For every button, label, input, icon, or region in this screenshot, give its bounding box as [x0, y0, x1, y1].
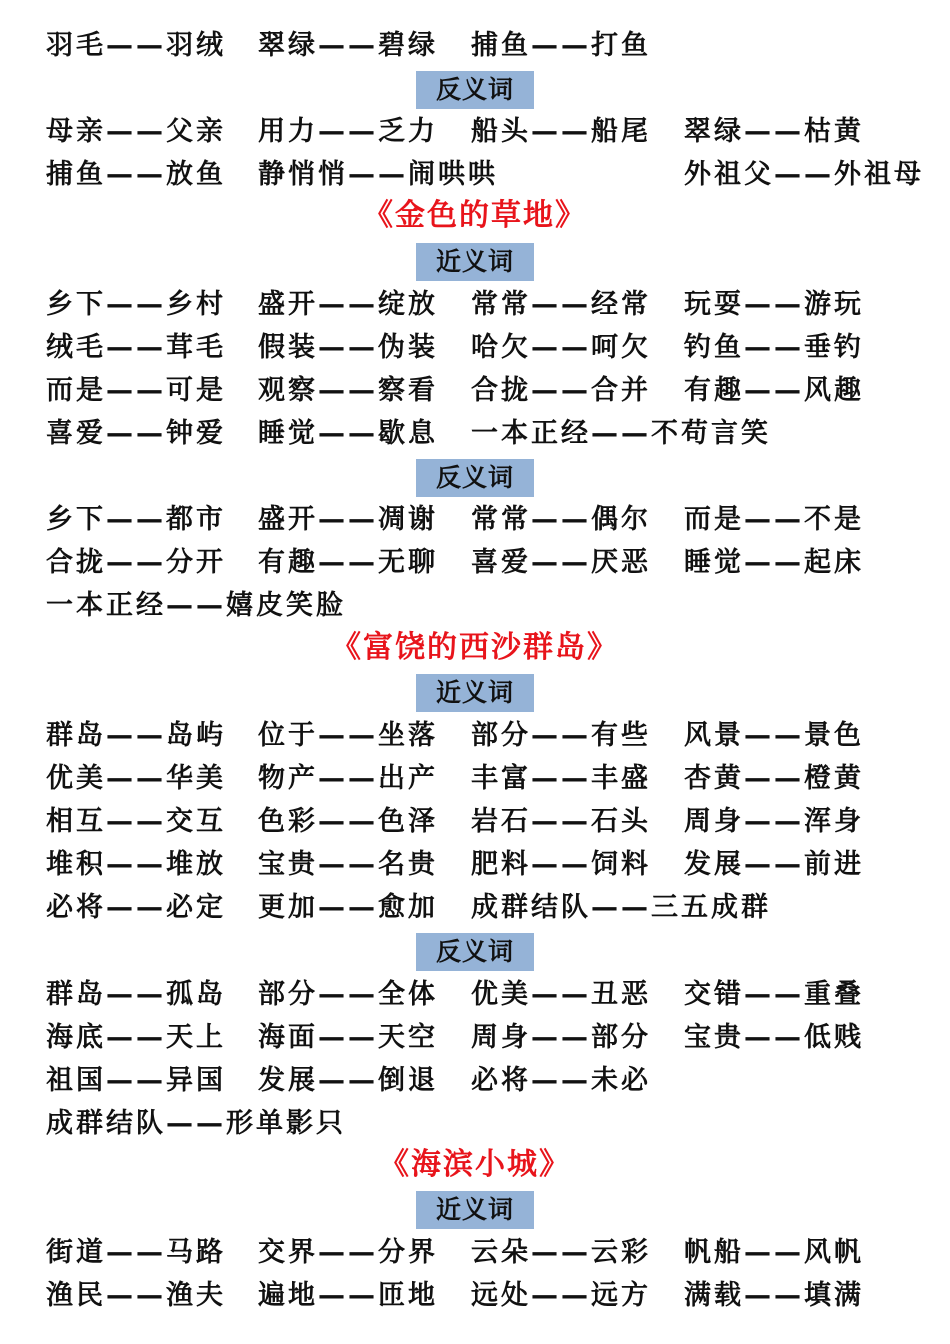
word-pair: 优美——华美 — [46, 763, 226, 794]
word-pair-row — [0, 586, 950, 626]
section-label: 近义词 — [416, 243, 534, 281]
word-pair: 一本正经——嬉皮笑脸 — [46, 590, 346, 621]
word-pair: 合拢——合并 — [471, 375, 651, 406]
word-pair: 周身——部分 — [471, 1022, 651, 1053]
word-pair: 有趣——无聊 — [258, 547, 438, 578]
word-pair: 有趣——风趣 — [684, 375, 864, 406]
word-pair: 群岛——孤岛 — [46, 979, 226, 1010]
word-pair: 玩耍——游玩 — [684, 289, 864, 320]
word-pair: 静悄悄——闹哄哄 — [258, 159, 498, 190]
word-pair: 哈欠——呵欠 — [471, 332, 651, 363]
word-pair: 必将——必定 — [46, 892, 226, 923]
word-pair: 丰富——丰盛 — [471, 763, 651, 794]
section-label: 反义词 — [416, 933, 534, 971]
word-pair: 捕鱼——打鱼 — [471, 30, 651, 61]
word-pair-row — [0, 155, 950, 195]
word-pair: 物产——出产 — [258, 763, 438, 794]
word-pair: 宝贵——名贵 — [258, 849, 438, 880]
word-pair: 渔民——渔夫 — [46, 1280, 226, 1311]
word-pair: 乡下——乡村 — [46, 289, 226, 320]
word-pair-row — [0, 1276, 950, 1316]
word-pair-row — [0, 328, 950, 368]
word-pair: 乡下——都市 — [46, 504, 226, 535]
word-pair-row — [0, 975, 950, 1015]
word-pair: 岩石——石头 — [471, 806, 651, 837]
word-pair: 交界——分界 — [258, 1237, 438, 1268]
lesson-title: 《富饶的西沙群岛》 — [331, 630, 619, 665]
word-pair: 优美——丑恶 — [471, 979, 651, 1010]
word-pair: 外祖父——外祖母 — [684, 159, 924, 190]
word-pair: 翠绿——碧绿 — [258, 30, 438, 61]
word-pair: 周身——浑身 — [684, 806, 864, 837]
section-label: 近义词 — [416, 674, 534, 712]
word-pair: 羽毛——羽绒 — [46, 30, 226, 61]
word-pair-row — [0, 414, 950, 454]
word-pair: 海底——天上 — [46, 1022, 226, 1053]
word-pair: 盛开——绽放 — [258, 289, 438, 320]
word-pair: 用力——乏力 — [258, 116, 438, 147]
section-label: 近义词 — [416, 1191, 534, 1229]
word-pair: 假装——伪装 — [258, 332, 438, 363]
word-pair: 喜爱——钟爱 — [46, 418, 226, 449]
word-pair: 成群结队——形单影只 — [46, 1108, 346, 1139]
word-pair: 云朵——云彩 — [471, 1237, 651, 1268]
word-pair: 街道——马路 — [46, 1237, 226, 1268]
word-pair: 母亲——父亲 — [46, 116, 226, 147]
word-pair: 发展——前进 — [684, 849, 864, 880]
word-pair: 风景——景色 — [684, 720, 864, 751]
word-pair: 色彩——色泽 — [258, 806, 438, 837]
word-pair: 帆船——风帆 — [684, 1237, 864, 1268]
word-pair: 海面——天空 — [258, 1022, 438, 1053]
word-pair: 观察——察看 — [258, 375, 438, 406]
word-pair: 遍地——匝地 — [258, 1280, 438, 1311]
word-pair: 捕鱼——放鱼 — [46, 159, 226, 190]
word-pair: 盛开——凋谢 — [258, 504, 438, 535]
word-pair: 睡觉——歇息 — [258, 418, 438, 449]
word-pair: 杏黄——橙黄 — [684, 763, 864, 794]
word-pair: 必将——未必 — [471, 1065, 651, 1096]
word-pair: 一本正经——不苟言笑 — [471, 418, 771, 449]
word-pair: 部分——全体 — [258, 979, 438, 1010]
word-pair: 发展——倒退 — [258, 1065, 438, 1096]
word-pair: 钓鱼——垂钓 — [684, 332, 864, 363]
word-pair: 而是——不是 — [684, 504, 864, 535]
word-pair-row — [0, 888, 950, 928]
word-pair: 交错——重叠 — [684, 979, 864, 1010]
section-label: 反义词 — [416, 71, 534, 109]
word-pair-row — [0, 1061, 950, 1101]
word-pair: 常常——经常 — [471, 289, 651, 320]
word-pair: 常常——偶尔 — [471, 504, 651, 535]
word-pair: 位于——坐落 — [258, 720, 438, 751]
word-pair: 满载——填满 — [684, 1280, 864, 1311]
word-pair: 翠绿——枯黄 — [684, 116, 864, 147]
word-pair-row — [0, 1104, 950, 1144]
word-pair: 堆积——堆放 — [46, 849, 226, 880]
word-pair-row — [0, 26, 950, 66]
word-pair-row — [0, 759, 950, 799]
word-pair: 宝贵——低贱 — [684, 1022, 864, 1053]
word-pair-row — [0, 500, 950, 540]
word-pair: 肥料——饲料 — [471, 849, 651, 880]
word-pair: 喜爱——厌恶 — [471, 547, 651, 578]
word-pair: 而是——可是 — [46, 375, 226, 406]
word-pair-row — [0, 845, 950, 885]
word-pair: 合拢——分开 — [46, 547, 226, 578]
word-pair: 船头——船尾 — [471, 116, 651, 147]
word-pair: 睡觉——起床 — [684, 547, 864, 578]
word-pair-row — [0, 112, 950, 152]
word-pair: 相互——交互 — [46, 806, 226, 837]
word-pair-row — [0, 716, 950, 756]
word-pair-row — [0, 285, 950, 325]
word-pair: 绒毛——茸毛 — [46, 332, 226, 363]
word-pair: 祖国——异国 — [46, 1065, 226, 1096]
word-pair: 远处——远方 — [471, 1280, 651, 1311]
word-pair-row — [0, 543, 950, 583]
word-pair: 群岛——岛屿 — [46, 720, 226, 751]
section-label: 反义词 — [416, 459, 534, 497]
word-pair: 更加——愈加 — [258, 892, 438, 923]
lesson-title: 《海滨小城》 — [379, 1147, 571, 1182]
word-pair: 成群结队——三五成群 — [471, 892, 771, 923]
word-pair-row — [0, 1233, 950, 1273]
word-pair-row — [0, 1018, 950, 1058]
word-pair-row — [0, 802, 950, 842]
word-pair-row — [0, 371, 950, 411]
lesson-title: 《金色的草地》 — [363, 198, 587, 233]
word-pair: 部分——有些 — [471, 720, 651, 751]
